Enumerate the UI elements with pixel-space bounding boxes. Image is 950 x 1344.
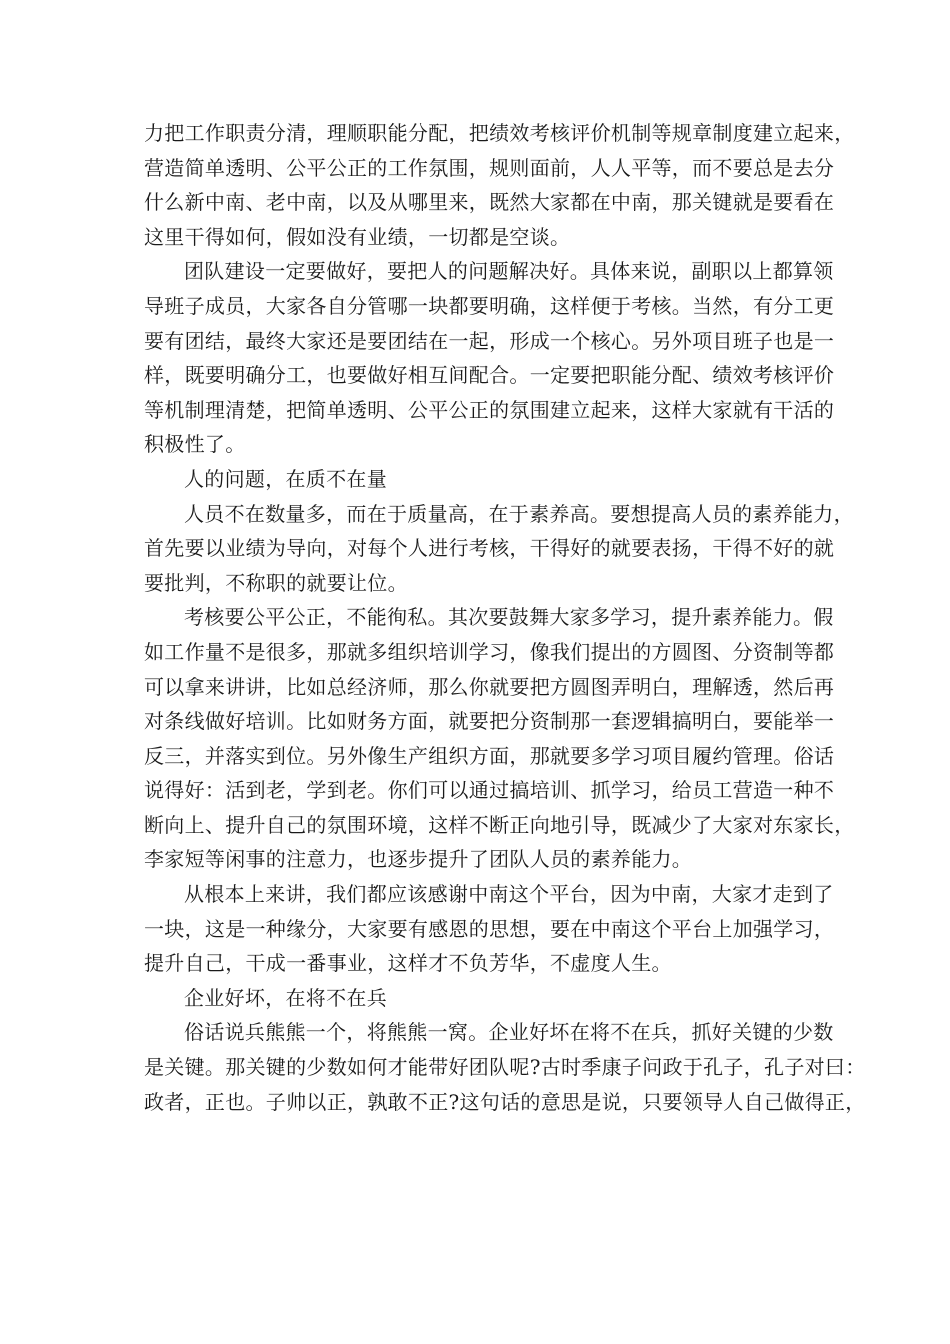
text-line: 反三，并落实到位。另外像生产组织方面，那就要多学习项目履约管理。俗话: [144, 743, 835, 768]
document-body: [144, 116, 866, 1119]
text-line: 企业好坏，在将不在兵: [184, 985, 387, 1010]
text-line: 一块，这是一种缘分，大家要有感恩的思想，要在中南这个平台上加强学习，: [144, 916, 835, 941]
text-line: 从根本上来讲，我们都应该感谢中南这个平台，因为中南，大家才走到了: [184, 882, 834, 907]
text-line: 这里干得如何，假如没有业绩，一切都是空谈。: [144, 224, 571, 249]
text-line: 考核要公平公正，不能徇私。其次要鼓舞大家多学习，提升素养能力。假: [184, 605, 834, 630]
text-line: 要有团结，最终大家还是要团结在一起，形成一个核心。另外项目班子也是一: [144, 328, 835, 353]
text-line: 断向上、提升自己的氛围环境，这样不断正向地引导，既减少了大家对东家长，: [144, 812, 855, 837]
text-line: 力把工作职责分清，理顺职能分配，把绩效考核评价机制等规章制度建立起来，: [144, 121, 855, 145]
text-line: 提升自己，干成一番事业，这样才不负芳华，不虚度人生。: [144, 951, 672, 976]
text-line: 李家短等闲事的注意力，也逐步提升了团队人员的素养能力。: [144, 847, 693, 872]
text-line: 政者，正也。子帅以正，孰敢不正?这句话的意思是说，只要领导人自己做得正，: [144, 1089, 866, 1114]
text-line: 人的问题，在质不在量: [184, 466, 387, 491]
text-line: 团队建设一定要做好，要把人的问题解决好。具体来说，副职以上都算领: [184, 259, 834, 284]
text-line: 首先要以业绩为导向，对每个人进行考核，干得好的就要表扬，干得不好的就: [144, 536, 835, 561]
text-line: 样，既要明确分工，也要做好相互间配合。一定要把职能分配、绩效考核评价: [144, 363, 835, 388]
text-line: 俗话说兵熊熊一个，将熊熊一窝。企业好坏在将不在兵，抓好关键的少数: [184, 1020, 834, 1045]
text-line: 要批判，不称职的就要让位。: [144, 570, 408, 595]
text-line: 导班子成员，大家各自分管哪一块都要明确，这样便于考核。当然，有分工更: [144, 293, 835, 318]
text-line: 对条线做好培训。比如财务方面，就要把分资制那一套逻辑搞明白，要能举一: [144, 709, 835, 734]
text-line: 人员不在数量多，而在于质量高，在于素养高。要想提高人员的素养能力，: [184, 501, 854, 526]
text-line: 营造简单透明、公平公正的工作氛围，规则面前，人人平等，而不要总是去分: [144, 155, 835, 180]
text-line: 积极性了。: [144, 432, 246, 457]
text-line: 说得好：活到老，学到老。你们可以通过搞培训、抓学习，给员工营造一种不: [144, 778, 835, 803]
text-line: 如工作量不是很多，那就多组织培训学习，像我们提出的方圆图、分资制等都: [144, 639, 835, 664]
text-line: 是关键。那关键的少数如何才能带好团队呢?古时季康子问政于孔子，孔子对曰：: [144, 1055, 866, 1080]
text-line: 可以拿来讲讲，比如总经济师，那么你就要把方圆图弄明白，理解透，然后再: [144, 674, 835, 699]
text-line: 什么新中南、老中南，以及从哪里来，既然大家都在中南，那关键就是要看在: [144, 190, 835, 215]
text-line: 等机制理清楚，把简单透明、公平公正的氛围建立起来，这样大家就有干活的: [144, 397, 835, 422]
